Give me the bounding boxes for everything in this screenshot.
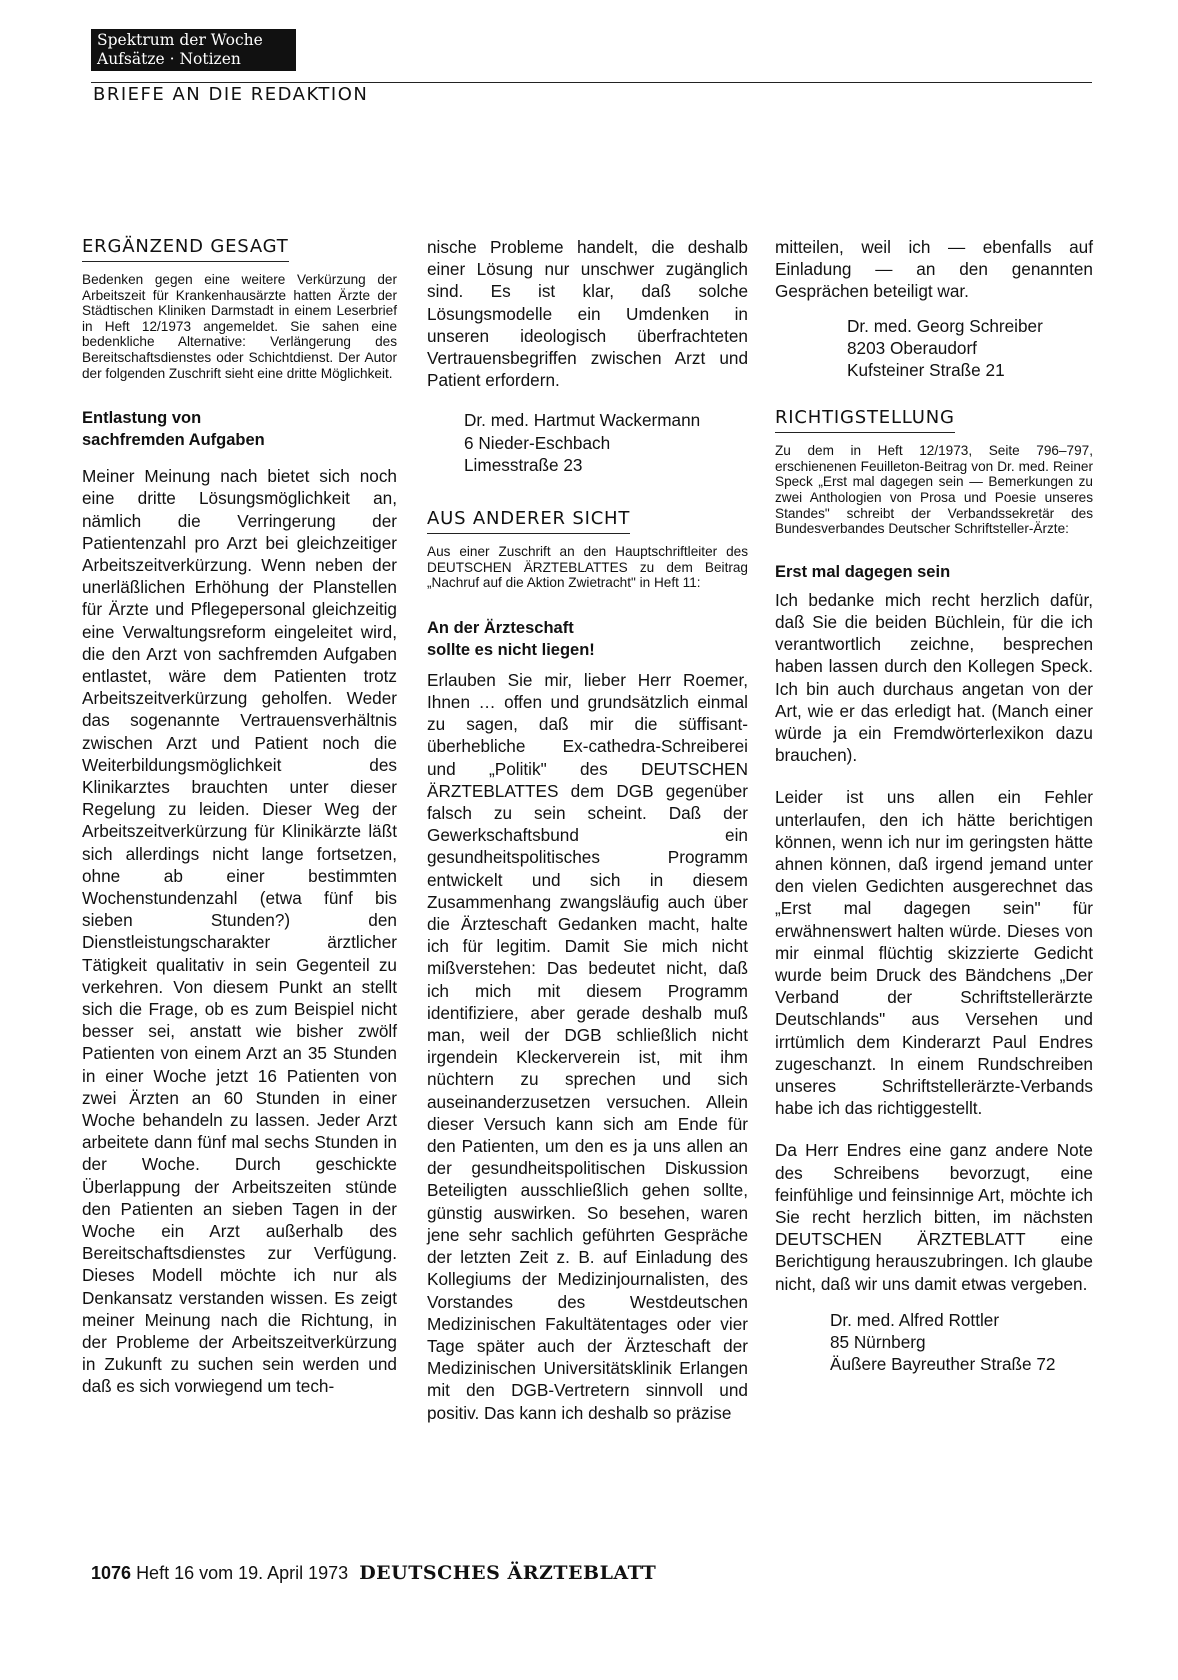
signature-line: Limesstraße 23 <box>464 454 583 475</box>
letter1-subhead-1: Entlastung von <box>82 409 202 428</box>
letter3-signature <box>830 1309 1093 1376</box>
column-1 <box>82 236 397 1398</box>
letter3-heading: RICHTIGSTELLUNG <box>775 407 955 433</box>
letter2-subhead-1: An der Ärzteschaft <box>427 618 574 637</box>
letter3-paragraph-3: Da Herr Endres eine ganz andere Note des Schreibens bevorzugt, eine feinfühlige und feinsinnige Art, möchte ich Sie recht herzlich bitten, im nächsten DEUTSCHEN ÄRZTEBLATT eine Berichtigung herauszubringen. Ich glaube nicht, daß wir uns damit etwas vergeben. <box>775 1140 1093 1294</box>
letter3-paragraph-2: Leider ist uns allen ein Fehler unterlaufen, den ich hätte berichtigen können, wenn ich nur im geringsten hätte ahnen können, daß irgend jemand unter den vielen Gedichten ausgerechnet das „Erst mal dagegen sein" für erwähnenswert halten würde. Dieses von mir einmal flüchtig skizzierte Gedicht wurde beim Druck des Bändchens „Der Verband der Schriftstellerärzte Deutschlands" aus Versehen und irrtümlich dem Kinderarzt Paul Endres zugeschanzt. In einem Rundschreiben unseres Schriftstellerärzte-Verbands habe ich das richtiggestellt. <box>775 787 1093 1119</box>
signature-line: Dr. med. Alfred Rottler <box>830 1309 1000 1330</box>
letter1-body-a: Meiner Meinung nach bietet sich noch eine dritte Lösungsmöglichkeit an, nämlich die Verringerung der Patientenzahl pro Arzt bei gleichzeitiger Arbeitszeitverkürzung. Wenn neben der unerläßlichen Erhöhung der Planstellen für Ärzte und Pflegepersonal gleichzeitig eine Verwaltungsreform eingeleitet wird, die den Arzt von sachfremden Aufgaben entlastet, wäre dem Patienten trotz Arbeitszeitverkürzung geholfen. Weder das sogenannte Vertrauensverhältnis zwischen Arzt und Patient noch die Weiterbildungsmöglichkeit des Klinikarztes brauchten unter dieser Regelung zu leiden. Dieser Weg der Arbeitszeitverkürzung für Klinikärzte läßt sich allerdings nicht lange fortsetzen, ohne ab einer bestimmten Wochenstundenzahl (etwa fünf bis sieben Stunden?) den Dienstleistungscharakter ärztlicher Tätigkeit qualitativ in sein Gegenteil zu verkehren. Von diesem Punkt an stellt sich die Frage, ob es zum Beispiel nicht besser sei, anstatt wie bisher zwölf Patienten von einem Arzt an 35 Stunden in einer Woche jetzt 16 Patienten von zwei Ärzten an 60 Stunden in einer Woche behandeln zu lassen. Jeder Arzt arbeitete dann fünf mal sechs Stunden in der Woche. Durch geschickte Überlappung der Arbeitszeiten stünde den Patienten an sieben Tagen in der Woche ein Arzt außerhalb des Bereitschaftsdienstes zur Verfügung. Dieses Modell möchte ich nur als Denkansatz verstanden wissen. Es zeigt meiner Meinung nach die Richtung, in der Probleme der Arbeitszeitverkürzung in Zukunft zu suchen sein werden und daß es sich vorwiegend um tech- <box>82 466 397 1397</box>
letter3-intro: Zu dem in Heft 12/1973, Seite 796–797, erschienenen Feuilleton-Beitrag von Dr. med. Reiner Speck „Erst mal dagegen sein — Bemerkungen zu zwei Anthologien von Prosa und Poesie unseres Standes" schreibt der Verbandssekretär des Bundesverbandes Deutscher Schriftsteller-Ärzte: <box>775 443 1093 537</box>
issue-info: Heft 16 vom 19. April 1973 <box>136 1563 349 1583</box>
signature-line: 6 Nieder-Eschbach <box>464 432 611 453</box>
letter2-body-b: mitteilen, weil ich — ebenfalls auf Einladung — an den genannten Gesprächen beteiligt war. <box>775 237 1093 302</box>
magazine-name: DEUTSCHES ÄRZTEBLATT <box>359 1562 657 1584</box>
badge-line-2: Aufsätze · Notizen <box>97 50 241 68</box>
signature-line: Dr. med. Georg Schreiber <box>847 315 1043 336</box>
signature-line: Äußere Bayreuther Straße 72 <box>830 1354 1056 1375</box>
letter3-paragraph-1: Ich bedanke mich recht herzlich dafür, daß Sie die beiden Büchlein, für die ich verantwortlich zeichne, besprechen haben lassen durch den Kollegen Speck. Ich bin auch durchaus angetan von der Art, wie er das erledigt hat. (Manch einer würde ja ein Fremdwörterlexikon dazu brauchen). <box>775 589 1093 766</box>
letter2-signature <box>847 315 1093 382</box>
badge-line-1: Spektrum der Woche <box>97 31 263 49</box>
section-badge <box>91 29 296 71</box>
section-title: BRIEFE AN DIE REDAKTION <box>93 84 369 105</box>
letter1-heading: ERGÄNZEND GESAGT <box>82 236 289 262</box>
letter1-intro: Bedenken gegen eine weitere Verkürzung der Arbeitszeit für Krankenhausärzte hatten Ärzte der Städtischen Kliniken Darmstadt in einem Leserbrief in Heft 12/1973 angemeldet. Sie sahen eine bedenkliche Alternative: Verlängerung des Bereitschaftsdienstes oder Schichtdienst. Der Autor der folgenden Zuschrift sieht eine dritte Möglichkeit. <box>82 272 397 381</box>
column-2 <box>427 236 748 1424</box>
signature-line: 85 Nürnberg <box>830 1332 926 1353</box>
signature-line: Dr. med. Hartmut Wackermann <box>464 410 701 431</box>
header-rule <box>91 82 1092 83</box>
page-footer <box>91 1562 656 1584</box>
letter2-body-a: Erlauben Sie mir, lieber Herr Roemer, Ihnen … offen und grundsätzlich einmal zu sagen, daß mir die süffisant-überhebliche Ex-cathedra-Schreiberei und „Politik" des DEUTSCHEN ÄRZTEBLATTES dem DGB gegenüber falsch zu sein scheint. Daß der Gewerkschaftsbund ein gesundheitspolitisches Programm entwickelt und sich in diesem Zusammenhang zwangsläufig auch über die Ärzteschaft Gedanken macht, halte ich für legitim. Damit Sie mich nicht mißverstehen: Das bedeutet nicht, daß ich mich mit diesem Programm identifiziere, aber gerade deshalb muß man, weil der DGB schließlich nicht irgendein Kleckerverein ist, mit ihm nüchtern zu sprechen und sich auseinanderzusetzen versuchen. Allein dieser Versuch kann sich am Ende für den Patienten, um den es ja uns allen an der gesundheitspolitischen Diskussion Beteiligten ausschließlich gehen sollte, günstig auswirken. So besehen, waren jene sehr sachlich geführten Gespräche der letzten Zeit z. B. auf Einladung des Kollegiums der Medizinjournalisten, des Vorstandes des Westdeutschen Medizinischen Fakultätentages oder vier Tage später auch der Ärzteschaft der Medizinischen Universitätsklinik Erlangen mit den DGB-Vertretern sinnvoll und positiv. Das kann ich deshalb so präzise <box>427 669 748 1423</box>
letter1-body-b: nische Probleme handelt, die deshalb einer Lösung nur unschwer zugänglich sind. Es ist klar, daß solche Lösungsmodelle ein Umdenken in unseren ideologisch überfrachteten Vertrauensbegriffen zwischen Arzt und Patient erfordern. <box>427 237 748 391</box>
letter3-subhead: Erst mal dagegen sein <box>775 562 951 581</box>
signature-line: Kufsteiner Straße 21 <box>847 360 1005 381</box>
page-number: 1076 <box>91 1563 132 1583</box>
letter1-signature <box>464 409 748 476</box>
column-3 <box>775 236 1093 1375</box>
letter2-subhead-2: sollte es nicht liegen! <box>427 640 595 659</box>
letter2-heading: AUS ANDERER SICHT <box>427 508 630 534</box>
letter2-intro: Aus einer Zuschrift an den Hauptschriftleiter des DEUTSCHEN ÄRZTEBLATTES zu dem Beitrag „Nachruf auf die Aktion Zwietracht" in Heft 11: <box>427 544 748 591</box>
signature-line: 8203 Oberaudorf <box>847 337 977 358</box>
letter1-subhead-2: sachfremden Aufgaben <box>82 431 265 450</box>
